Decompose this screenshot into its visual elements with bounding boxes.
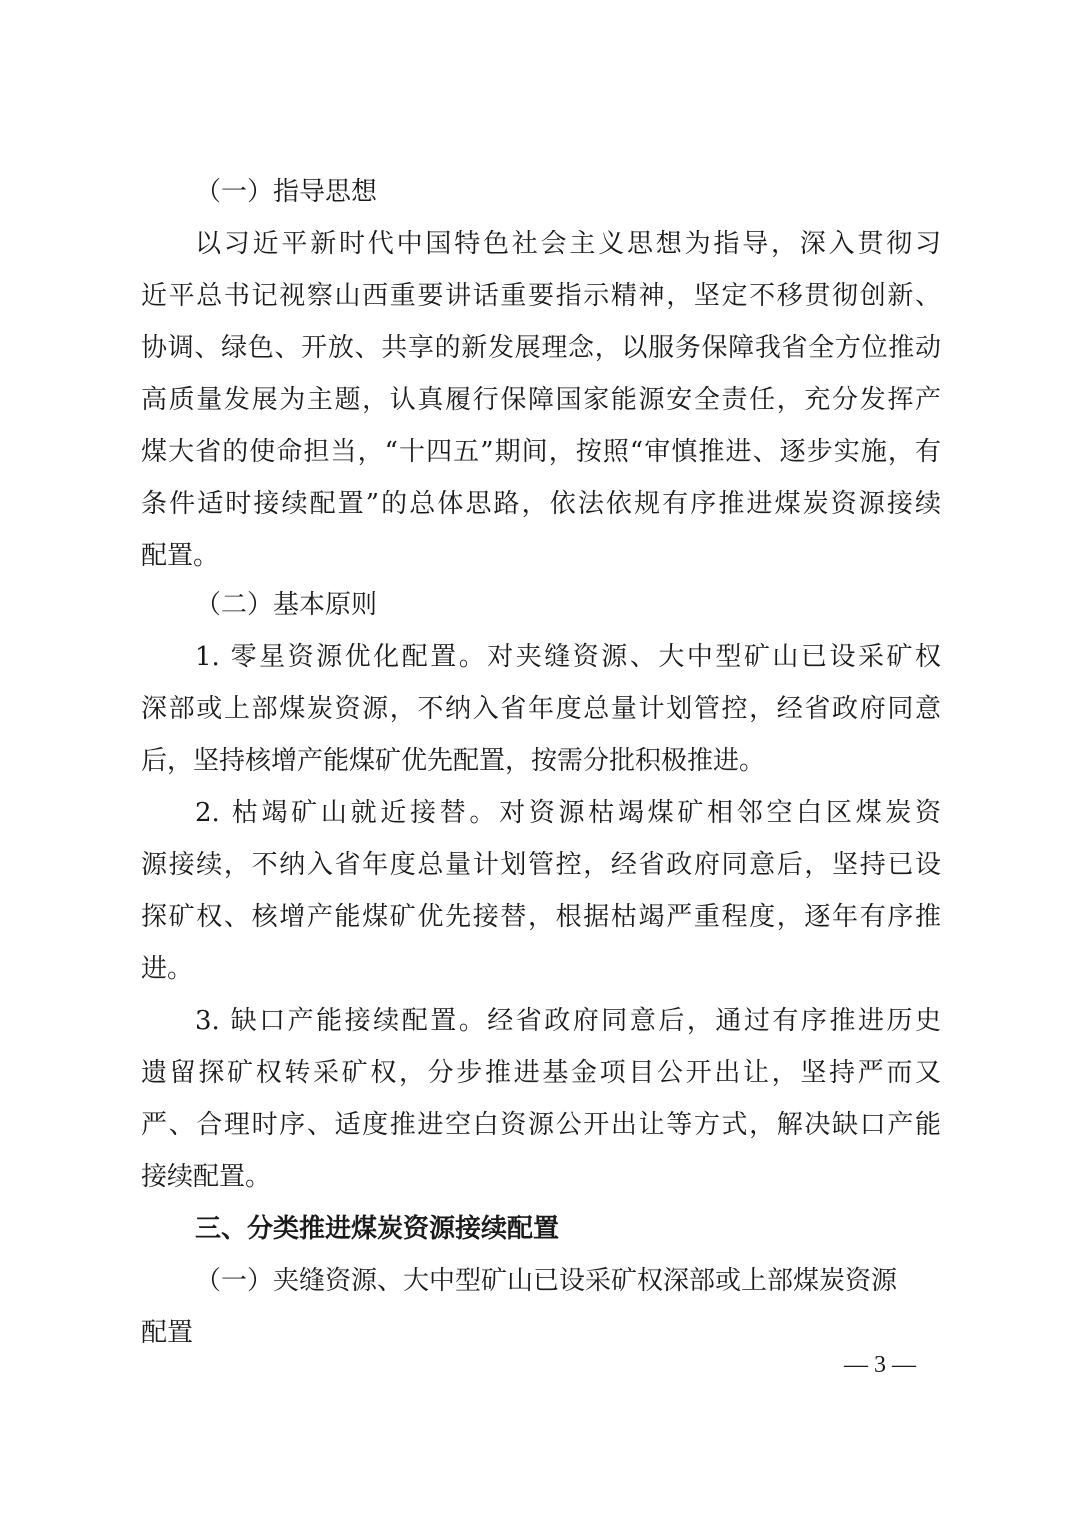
paragraph-line: 以习近平新时代中国特色社会主义思想为指导，深入贯彻习 bbox=[195, 229, 941, 259]
paragraph-line: 煤大省的使命担当，“十四五”期间，按照“审慎推进、逐步实施，有 bbox=[141, 437, 941, 467]
section-heading-guiding-ideology: （一）指导思想 bbox=[195, 177, 378, 207]
subsection-heading-line: （一）夹缝资源、大中型矿山已设采矿权深部或上部煤炭资源 bbox=[195, 1266, 898, 1296]
page-number: — 3 — bbox=[844, 1352, 916, 1378]
paragraph-line: 配置。 bbox=[141, 541, 220, 571]
principle-item-2-line: 2. 枯竭矿山就近接替。对资源枯竭煤矿相邻空白区煤炭资 bbox=[195, 798, 941, 828]
paragraph-line: 近平总书记视察山西重要讲话重要指示精神，坚定不移贯彻创新、 bbox=[141, 281, 941, 311]
principle-item-3-line: 严、合理时序、适度推进空白资源公开出让等方式，解决缺口产能 bbox=[141, 1110, 941, 1140]
subsection-heading-line: 配置 bbox=[141, 1318, 194, 1348]
section-heading-classified-promotion: 三、分类推进煤炭资源接续配置 bbox=[195, 1214, 560, 1244]
principle-item-3-line: 3. 缺口产能接续配置。经省政府同意后，通过有序推进历史 bbox=[195, 1006, 941, 1036]
principle-item-2-line: 探矿权、核增产能煤矿优先接替，根据枯竭严重程度，逐年有序推 bbox=[141, 902, 941, 932]
section-heading-basic-principles: （二）基本原则 bbox=[195, 590, 378, 620]
principle-item-2-line: 进。 bbox=[141, 954, 194, 984]
paragraph-line: 协调、绿色、开放、共享的新发展理念，以服务保障我省全方位推动 bbox=[141, 333, 941, 363]
principle-item-2-line: 源接续，不纳入省年度总量计划管控，经省政府同意后，坚持已设 bbox=[141, 850, 941, 880]
paragraph-line: 高质量发展为主题，认真履行保障国家能源安全责任，充分发挥产 bbox=[141, 385, 941, 415]
principle-item-1-line: 1. 零星资源优化配置。对夹缝资源、大中型矿山已设采矿权 bbox=[195, 642, 941, 672]
principle-item-1-line: 后，坚持核增产能煤矿优先配置，按需分批积极推进。 bbox=[141, 746, 766, 776]
principle-item-3-line: 接续配置。 bbox=[141, 1162, 272, 1192]
principle-item-3-line: 遗留探矿权转采矿权，分步推进基金项目公开出让，坚持严而又 bbox=[141, 1058, 941, 1088]
principle-item-1-line: 深部或上部煤炭资源，不纳入省年度总量计划管控，经省政府同意 bbox=[141, 694, 941, 724]
paragraph-line: 条件适时接续配置”的总体思路，依法依规有序推进煤炭资源接续 bbox=[141, 489, 941, 519]
